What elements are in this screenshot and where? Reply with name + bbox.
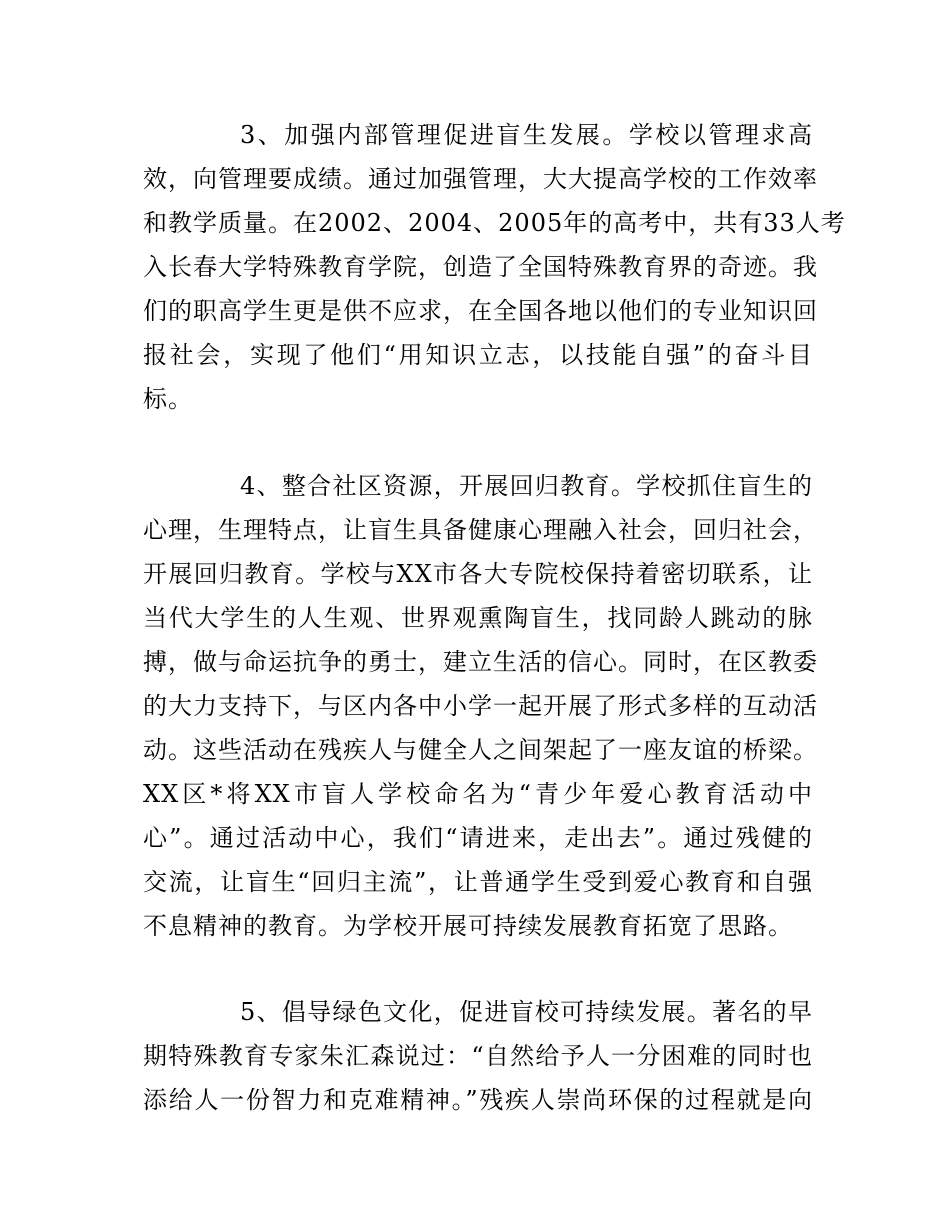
paragraph-line: 搏，做与命运抗争的勇士，建立生活的信心。同时，在区教委 (143, 648, 818, 676)
paragraph-line: 3、加强内部管理促进盲生发展。学校以管理求高 (240, 121, 813, 149)
paragraph-line: XX区*将XX市盲人学校命名为“青少年爱心教育活动中 (143, 780, 813, 808)
paragraph-line: 们的职高学生更是供不应求，在全国各地以他们的专业知识回 (143, 297, 818, 325)
paragraph-line: 报社会，实现了他们“用知识立志，以技能自强”的奋斗目 (143, 341, 813, 369)
paragraph-line: 和教学质量。在2002、2004、2005年的高考中，共有33人考 (143, 209, 846, 237)
paragraph-line: 添给人一份智力和克难精神。”残疾人崇尚环保的过程就是向 (143, 1086, 813, 1114)
paragraph-line: 入长春大学特殊教育学院，创造了全国特殊教育界的奇迹。我 (143, 253, 818, 281)
paragraph-line: 交流，让盲生“回归主流”，让普通学生受到爱心教育和自强 (143, 868, 813, 896)
paragraph-4 (143, 464, 818, 948)
paragraph-line: 效，向管理要成绩。通过加强管理，大大提高学校的工作效率 (143, 165, 818, 193)
paragraph-5 (143, 990, 813, 1122)
paragraph-line: 动。这些活动在残疾人与健全人之间架起了一座友谊的桥梁。 (143, 736, 818, 764)
paragraph-line: 的大力支持下，与区内各中小学一起开展了形式多样的互动活 (143, 692, 818, 720)
paragraph-line: 不息精神的教育。为学校开展可持续发展教育拓宽了思路。 (143, 912, 793, 940)
paragraph-line: 心”。通过活动中心，我们“请进来，走出去”。通过残健的 (143, 824, 813, 852)
paragraph-line: 标。 (143, 385, 193, 413)
paragraph-line: 当代大学生的人生观、世界观熏陶盲生，找同龄人跳动的脉 (143, 604, 813, 632)
paragraph-line: 期特殊教育专家朱汇森说过：“自然给予人一分困难的同时也 (143, 1042, 813, 1070)
paragraph-line: 5、倡导绿色文化，促进盲校可持续发展。著名的早 (240, 998, 813, 1026)
paragraph-3 (143, 113, 846, 421)
paragraph-line: 开展回归教育。学校与XX市各大专院校保持着密切联系，让 (143, 560, 813, 588)
paragraph-line: 心理，生理特点，让盲生具备健康心理融入社会，回归社会， (143, 516, 818, 544)
paragraph-line: 4、整合社区资源，开展回归教育。学校抓住盲生的 (240, 472, 813, 500)
